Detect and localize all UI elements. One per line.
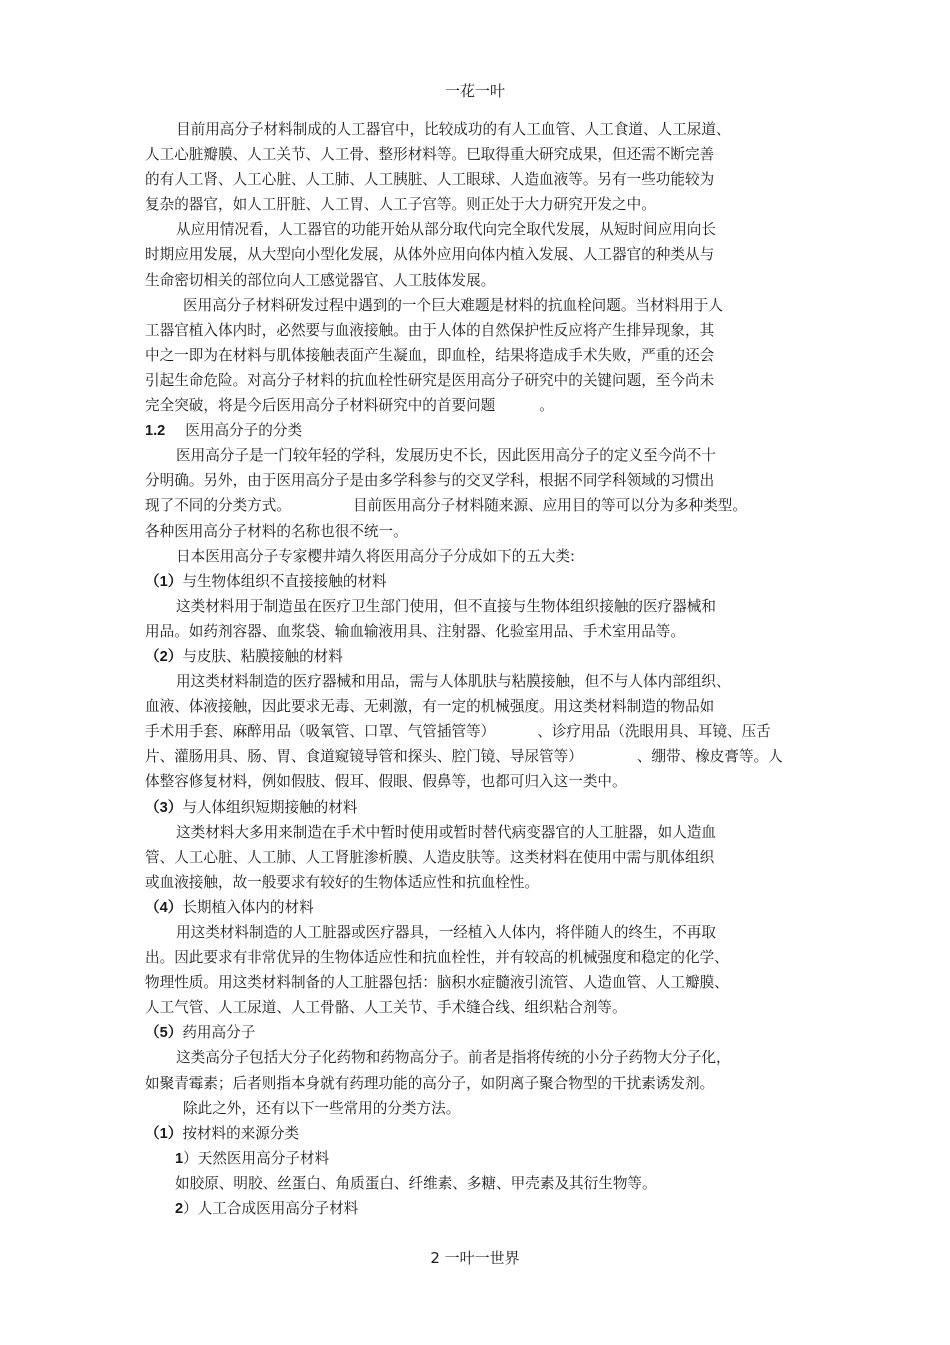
text-line <box>145 293 795 318</box>
line-text: 完全突破，将是今后医用高分子材料研究中的首要问题 <box>145 397 496 415</box>
text-line <box>145 920 795 945</box>
text-line <box>145 1045 795 1070</box>
line-text: 这类材料用于制造虽在医疗卫生部门使用，但不直接与生物体组织接触的医疗器械和 <box>176 597 716 615</box>
line-text: 片、灌肠用具、肠、胃、食道窥镜导管和探头、腔门镜、导尿管等） <box>145 748 583 766</box>
text-line <box>145 468 795 493</box>
text-line <box>145 694 795 719</box>
line-text: 工器官植入体内时，必然要与血液接触。由于人体的自然保护性反应将产生排异现象，其 <box>145 321 715 339</box>
text-line <box>145 1020 795 1045</box>
item-number: 2 <box>175 1201 184 1218</box>
line-text-continued: 目前医用高分子材料随来源、应用目的等可以分为多种类型。 <box>352 497 747 515</box>
item-number: （3） <box>145 799 183 816</box>
line-text: 的有人工肾、人工心脏、人工肺、人工胰脏、人工眼球、人造血液等。另有一些功能较为 <box>145 171 715 189</box>
line-text: 除此之外，还有以下一些常用的分类方法。 <box>183 1099 461 1117</box>
text-line <box>145 719 795 744</box>
line-text: 医用高分子材料研发过程中遇到的一个巨大难题是材料的抗血栓问题。当材料用于人 <box>183 296 723 314</box>
line-text: 各种医用高分子材料的名称也很不统一。 <box>145 522 408 540</box>
line-text: 分明确。另外，由于医用高分子是由多学科参与的交叉学科，根据不同学科领域的习惯出 <box>145 472 715 490</box>
line-text: 这类高分子包括大分子化药物和药物高分子。前者是指将传统的小分子药物大分子化， <box>176 1049 731 1067</box>
text-line <box>145 970 795 995</box>
document-body <box>145 117 795 1221</box>
line-text: 物理性质。用这类材料制备的人工脏器包括：脑积水症髓液引流管、人造血管、人工瓣膜、 <box>145 974 729 992</box>
line-text: 中之一即为在材料与肌体接触表面产生凝血，即血栓，结果将造成手术失败，严重的还会 <box>145 346 715 364</box>
line-text: 出。因此要求有非常优异的生物体适应性和抗血栓性，并有较高的机械强度和稳定的化学、 <box>145 949 729 967</box>
text-line <box>145 1071 795 1096</box>
text-line <box>145 669 795 694</box>
line-text: 与皮肤、粘膜接触的材料 <box>182 647 343 665</box>
line-text: 用这类材料制造的医疗器械和用品，需与人体肌肤与粘膜接触，但不与人体内部组织、 <box>176 673 731 691</box>
line-text: 药用高分子 <box>182 1024 256 1042</box>
text-line <box>145 418 795 443</box>
text-line <box>145 393 795 418</box>
item-number: 1 <box>175 1150 184 1167</box>
line-text: 血液、体液接触，因此要求无毒、无刺激，有一定的机械强度。用这类材料制造的物品如 <box>145 698 715 716</box>
text-line <box>145 569 795 594</box>
item-number: 1.2 <box>145 423 166 440</box>
line-text: 时期应用发展，从大型向小型化发展，从体外应用向体内植入发展、人工器官的种类从与 <box>145 246 715 264</box>
text-line <box>145 493 795 518</box>
text-line <box>145 1121 795 1146</box>
line-text: 引起生命危险。对高分子材料的抗血栓性研究是医用高分子研究中的关键问题，至今尚未 <box>145 371 715 389</box>
line-text: 长期植入体内的材料 <box>182 898 314 916</box>
line-text: ）人工合成医用高分子材料 <box>183 1200 359 1218</box>
line-text-continued: 、诊疗用品（洗眼用具、耳镜、压舌 <box>537 723 771 741</box>
item-number: （1） <box>145 573 183 590</box>
item-number: （1） <box>145 1125 183 1142</box>
line-text: 手术用手套、麻醉用品（吸氧管、口罩、气管插管等） <box>145 723 496 741</box>
page-header: 一花一叶 <box>444 82 505 100</box>
text-line <box>145 368 795 393</box>
text-line <box>145 1196 795 1221</box>
line-text: 用品。如药剂容器、血浆袋、输血输液用具、注射器、化验室用品、手术室用品等。 <box>145 622 685 640</box>
item-number: （5） <box>145 1025 183 1042</box>
line-text: 或血液接触，故一般要求有较好的生物体适应性和抗血栓性。 <box>145 873 540 891</box>
line-text: 用这类材料制造的人工脏器或医疗器具，一经植入人体内，将伴随人的终生，不再取 <box>176 924 716 941</box>
text-line <box>145 343 795 368</box>
line-text-continued: 、绷带、橡皮膏等。人 <box>636 748 783 766</box>
text-line <box>145 318 795 343</box>
item-number: （4） <box>145 899 183 916</box>
text-line <box>145 242 795 267</box>
line-text: 人工气管、人工尿道、人工骨骼、人工关节、手术缝合线、组织粘合剂等。 <box>145 999 627 1017</box>
line-text: 体整容修复材料，例如假肢、假耳、假眼、假鼻等，也都可归入这一类中。 <box>145 773 627 791</box>
text-line <box>145 795 795 820</box>
text-line <box>145 268 795 293</box>
line-text: 日本医用高分子专家樱井靖久将医用高分子分成如下的五大类: <box>176 547 575 565</box>
text-line <box>145 519 795 544</box>
line-text: 如聚青霉素；后者则指本身就有药理功能的高分子，如阴离子聚合物型的干扰素诱发剂。 <box>145 1074 715 1092</box>
line-text: 人工心脏瓣膜、人工关节、人工骨、整形材料等。巳取得重大研究成果，但还需不断完善 <box>145 146 715 164</box>
line-text: 与人体组织短期接触的材料 <box>182 798 358 816</box>
text-line <box>145 192 795 217</box>
text-line <box>145 744 795 769</box>
line-text: 如胶原、明胶、丝蛋白、角质蛋白、纤维素、多糖、甲壳素及其衍生物等。 <box>175 1174 657 1192</box>
text-line <box>145 945 795 970</box>
line-text: 医用高分子是一门较年轻的学科，发展历史不长，因此医用高分子的定义至今尚不十 <box>176 447 716 465</box>
text-line <box>145 544 795 569</box>
text-line <box>145 870 795 895</box>
line-text-continued: 。 <box>539 397 554 415</box>
text-line <box>145 443 795 468</box>
line-text: 管、人工心脏、人工肺、人工肾脏渗析膜、人造皮肤等。这类材料在使用中需与肌体组织 <box>145 848 715 866</box>
text-line <box>145 117 795 142</box>
line-text: 目前用高分子材料制成的人工器官中，比较成功的有人工血管、人工食道、人工尿道、 <box>176 121 731 138</box>
line-text: 从应用情况看，人工器官的功能开始从部分取代向完全取代发展，从短时间应用向长 <box>176 221 716 239</box>
line-text: 与生物体组织不直接接触的材料 <box>182 572 387 590</box>
text-line <box>145 644 795 669</box>
text-line <box>145 895 795 920</box>
text-line <box>145 217 795 242</box>
text-line <box>145 1096 795 1121</box>
line-text: 生命密切相关的部位向人工感觉器官、人工肢体发展。 <box>145 271 496 289</box>
text-line <box>145 769 795 794</box>
text-line <box>145 594 795 619</box>
line-text: 复杂的器官，如人工肝脏、人工胃、人工子宫等。则正处于大力研究开发之中。 <box>145 196 656 214</box>
text-line <box>145 619 795 644</box>
text-line <box>145 1171 795 1196</box>
line-text: ）天然医用高分子材料 <box>183 1149 330 1167</box>
text-line <box>145 167 795 192</box>
line-text: 按材料的来源分类 <box>182 1124 300 1142</box>
item-number: （2） <box>145 648 183 665</box>
text-line <box>145 845 795 870</box>
text-line <box>145 1146 795 1171</box>
line-text: 现了不同的分类方式。 <box>145 497 291 515</box>
text-line <box>145 820 795 845</box>
page-footer: 2 一叶一世界 <box>430 1249 520 1267</box>
text-line <box>145 142 795 167</box>
line-text: 医用高分子的分类 <box>185 422 303 440</box>
line-text: 这类材料大多用来制造在手术中暂时使用或暂时替代病变器官的人工脏器，如人造血 <box>176 823 716 841</box>
text-line <box>145 995 795 1020</box>
